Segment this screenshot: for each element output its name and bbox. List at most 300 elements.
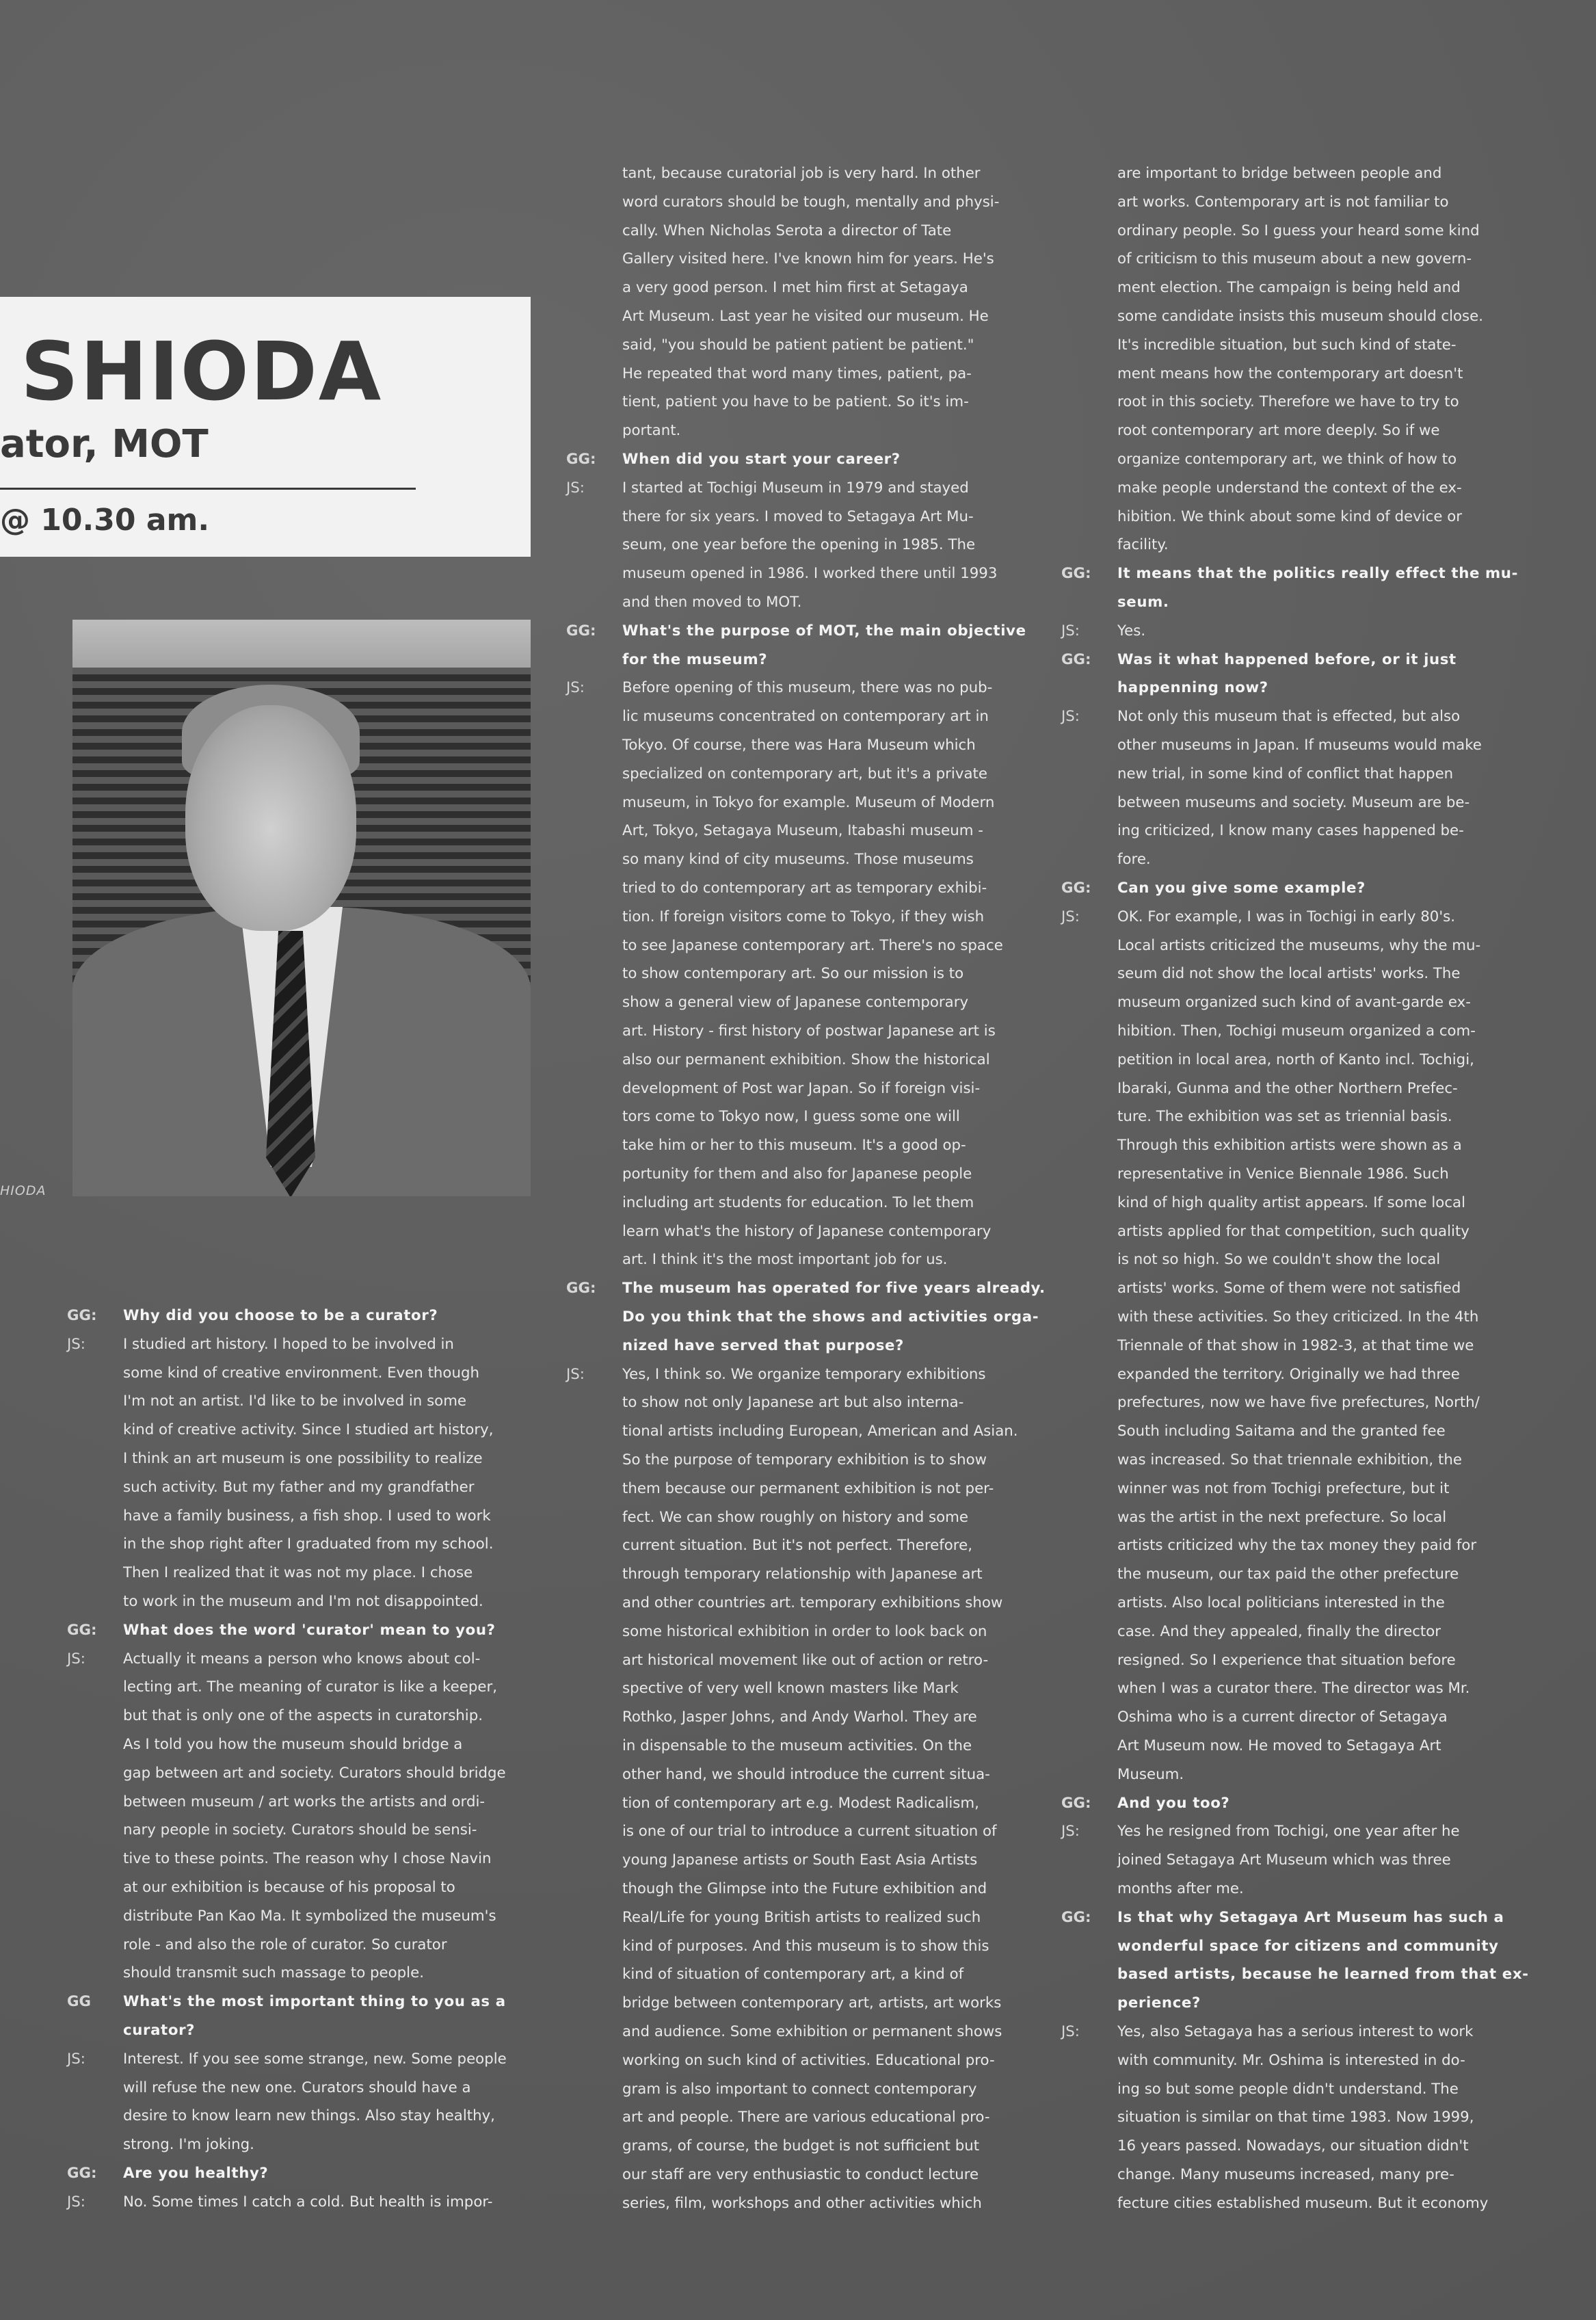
speaker-label: JS: [566, 479, 585, 497]
answer-line [1061, 1589, 1445, 1618]
answer-line [67, 2074, 471, 2102]
line-text: seum. [1117, 594, 1169, 611]
line-text: word curators should be tough, mentally and physi- [622, 193, 1000, 211]
question-line [566, 1332, 904, 1360]
question-line [1061, 1932, 1499, 1961]
line-text: joined Setagaya Art Museum which was three [1117, 1851, 1451, 1869]
line-text: when I was a curator there. The director was Mr. [1117, 1680, 1470, 1698]
answer-line [566, 1360, 986, 1389]
line-text: situation is similar on that time 1983. Now 1999, [1117, 2109, 1474, 2126]
answer-line [1061, 2161, 1454, 2189]
answer-line [1061, 1875, 1244, 1903]
answer-line [1061, 274, 1461, 302]
question-line [67, 1616, 496, 1645]
line-text: Art Museum now. He moved to Setagaya Art [1117, 1737, 1441, 1754]
line-text: spective of very well known masters like Mark [622, 1680, 959, 1698]
line-text: seum did not show the local artists' works. The [1117, 965, 1461, 983]
answer-line [566, 1589, 1002, 1618]
line-text: Gallery visited here. I've known him for years. He's [622, 250, 994, 268]
line-text: other museums in Japan. If museums would make [1117, 737, 1482, 754]
line-text: will refuse the new one. Curators should have a [123, 2079, 471, 2096]
answer-line [566, 245, 994, 274]
question-line [67, 2016, 195, 2045]
answer-line [1061, 2018, 1473, 2046]
line-text: ment means how the contemporary art doesn't [1117, 365, 1463, 382]
answer-line [67, 1587, 483, 1616]
answer-line [566, 1846, 977, 1875]
line-text: tive to these points. The reason why I chose Navin [123, 1850, 492, 1868]
answer-line [1061, 617, 1145, 646]
line-text: specialized on contemporary art, but it's a private [622, 765, 987, 782]
answer-line [566, 1789, 979, 1818]
speaker-label: JS: [1061, 1823, 1080, 1841]
answer-line [1061, 1360, 1460, 1389]
line-text: young Japanese artists or South East Asia Artists [622, 1851, 978, 1869]
answer-line [566, 1703, 977, 1732]
speaker-label: GG: [67, 2165, 97, 2182]
line-text: Are you healthy? [123, 2165, 269, 2182]
question-line [566, 1303, 1039, 1332]
answer-line [67, 1387, 466, 1416]
answer-line [566, 559, 997, 588]
line-text: between museum / art works the artists and ordi- [123, 1793, 486, 1810]
line-text: gap between art and society. Curators should bridge [123, 1764, 506, 1782]
line-text: Can you give some example? [1117, 880, 1366, 897]
line-text: curator? [123, 2022, 196, 2039]
answer-line [1061, 1131, 1462, 1160]
line-text: As I told you how the museum should bridge a [123, 1736, 463, 1753]
line-text: museum opened in 1986. I worked there until 1993 [622, 565, 998, 583]
answer-line [566, 702, 989, 731]
question-line [1061, 1903, 1504, 1932]
line-text: at our exhibition is because of his proposal to [123, 1879, 455, 1896]
answer-line [1061, 731, 1482, 760]
line-text: ture. The exhibition was set as triennial basis. [1117, 1108, 1452, 1126]
line-text: some historical exhibition in order to look back on [622, 1622, 987, 1640]
answer-line [67, 1931, 447, 1960]
line-text: in dispensable to the museum activities. On the [622, 1737, 972, 1754]
question-line [67, 2159, 268, 2188]
answer-line [1061, 2075, 1459, 2104]
question-line [1061, 588, 1169, 617]
line-text: When did you start your career? [622, 451, 901, 468]
speaker-label: GG: [1061, 880, 1091, 897]
line-text: lecting art. The meaning of curator is like a keeper, [123, 1678, 497, 1696]
line-text: nized have served that purpose? [622, 1336, 905, 1354]
answer-line [1061, 474, 1462, 503]
answer-line [67, 2131, 254, 2159]
answer-line [67, 1816, 477, 1845]
line-text: some candidate insists this museum should close. [1117, 308, 1484, 325]
answer-line [1061, 2132, 1469, 2161]
line-text: through temporary relationship with Japanese art [622, 1566, 983, 1583]
line-text: our staff are very enthusiastic to conduct lecture [622, 2166, 979, 2183]
line-text: What's the most important thing to you as a [123, 1993, 506, 2011]
line-text: Rothko, Jasper Johns, and Andy Warhol. They are [622, 1709, 977, 1726]
answer-line [566, 1618, 987, 1646]
answer-line [566, 531, 975, 559]
line-text: current situation. But it's not perfect. Therefore, [622, 1537, 972, 1555]
speaker-label: GG: [1061, 1908, 1091, 1926]
line-text: kind of high quality artist appears. If some local [1117, 1194, 1465, 1211]
answer-line [67, 2188, 492, 2217]
answer-line [67, 1788, 485, 1817]
line-text: was increased. So that triennale exhibition, the [1117, 1451, 1462, 1468]
answer-line [67, 1845, 492, 1873]
answer-line [67, 1873, 455, 1902]
line-text: Why did you choose to be a curator? [123, 1307, 438, 1324]
line-text: to show not only Japanese art but also interna- [622, 1394, 964, 1412]
line-text: show a general view of Japanese contemporary [622, 994, 969, 1012]
line-text: resigned. So I experience that situation before [1117, 1651, 1456, 1669]
question-line [566, 617, 1026, 646]
question-line [67, 1302, 438, 1330]
line-text: Museum. [1117, 1765, 1184, 1783]
line-text: Oshima who is a current director of Setagaya [1117, 1709, 1448, 1726]
question-line [1061, 1960, 1529, 1989]
answer-line [1061, 1217, 1469, 1246]
answer-line [67, 1959, 424, 1988]
line-text: with these activities. So they criticized. In the 4th [1117, 1308, 1479, 1326]
line-text: organize contemporary art, we think of how to [1117, 451, 1457, 468]
answer-line [1061, 817, 1464, 845]
answer-line [566, 1903, 981, 1932]
line-text: Not only this museum that is effected, but also [1117, 708, 1461, 726]
line-text: between museums and society. Museum are be- [1117, 793, 1470, 811]
speaker-label: JS: [67, 2193, 85, 2211]
line-text: a very good person. I met him first at Setagaya [622, 279, 968, 297]
answer-line [1061, 1303, 1478, 1332]
line-text: strong. I'm joking. [123, 2136, 254, 2154]
answer-line [1061, 760, 1453, 789]
answer-line [1061, 1646, 1456, 1675]
line-text: ing criticized, I know many cases happened be- [1117, 822, 1464, 840]
answer-line [566, 360, 972, 388]
question-line [566, 646, 767, 674]
line-text: there for six years. I moved to Setagaya Art Mu- [622, 508, 974, 525]
line-text: Art, Tokyo, Setagaya Museum, Itabashi museum - [622, 822, 983, 840]
line-text: art. History - first history of postwar Japanese art is [622, 1023, 996, 1040]
line-text: bridge between contemporary art, artists, art works [622, 1994, 1002, 2012]
answer-line [566, 159, 981, 188]
answer-line [1061, 1017, 1476, 1046]
answer-line [1061, 417, 1440, 445]
line-text: art. I think it's the most important job for us. [622, 1251, 948, 1269]
answer-line [67, 2045, 507, 2074]
answer-line [566, 817, 983, 845]
answer-line [566, 1817, 997, 1846]
line-text: hibition. Then, Tochigi museum organized a com- [1117, 1023, 1476, 1040]
line-text: ment election. The campaign is being held and [1117, 279, 1461, 297]
answer-line [1061, 388, 1459, 417]
line-text: ordinary people. So I guess your heard some kind [1117, 222, 1480, 239]
line-text: to see Japanese contemporary art. There's no space [622, 936, 1003, 954]
answer-line [566, 1160, 972, 1189]
line-text: fore. [1117, 851, 1151, 869]
line-text: The museum has operated for five years already. [622, 1280, 1046, 1297]
answer-line [566, 1475, 994, 1503]
question-line [566, 445, 901, 474]
answer-line [566, 1417, 1018, 1446]
answer-line [566, 217, 951, 246]
answer-line [1061, 932, 1480, 960]
line-text: to work in the museum and I'm not disappointed. [123, 1593, 483, 1610]
line-text: have a family business, a fish shop. I used to work [123, 1507, 491, 1525]
line-text: and audience. Some exhibition or permanent shows [622, 2023, 1002, 2040]
answer-line [1061, 1560, 1459, 1589]
answer-line [566, 388, 969, 417]
title-divider [0, 488, 416, 490]
answer-line [566, 1646, 988, 1675]
answer-line [566, 1131, 966, 1160]
answer-line [566, 1075, 980, 1103]
answer-line [1061, 1674, 1469, 1703]
answer-line [1061, 1160, 1449, 1189]
line-text: cally. When Nicholas Serota a director of Tate [622, 222, 952, 239]
answer-line [566, 2046, 995, 2075]
answer-line [566, 1989, 1001, 2018]
line-text: portant. [622, 422, 681, 440]
answer-line [67, 1502, 491, 1531]
answer-line [1061, 1075, 1458, 1103]
answer-line [1061, 1446, 1462, 1475]
answer-line [566, 1732, 972, 1761]
answer-line [67, 1445, 483, 1473]
answer-line [566, 988, 968, 1017]
answer-line [1061, 1531, 1476, 1560]
line-text: Tokyo. Of course, there was Hara Museum which [622, 737, 976, 754]
answer-line [566, 1960, 963, 1989]
line-text: but that is only one of the aspects in curatorship. [123, 1707, 483, 1725]
answer-line [566, 2103, 990, 2132]
speaker-label: JS: [67, 1335, 85, 1353]
answer-line [67, 2102, 495, 2131]
line-text: grams, of course, the budget is not sufficient but [622, 2137, 980, 2155]
answer-line [566, 1388, 963, 1417]
speaker-label: GG: [67, 1307, 97, 1324]
answer-line [67, 1759, 506, 1788]
line-text: months after me. [1117, 1880, 1244, 1897]
answer-line [566, 760, 987, 789]
answer-line [1061, 1846, 1451, 1875]
answer-line [1061, 217, 1480, 246]
line-text: series, film, workshops and other activities which [622, 2194, 982, 2212]
answer-line [1061, 1618, 1441, 1646]
line-text: such activity. But my father and my grandfather [123, 1478, 475, 1496]
line-text: petition in local area, north of Kanto incl. Tochigi, [1117, 1051, 1474, 1068]
line-text: Yes he resigned from Tochigi, one year after he [1117, 1823, 1460, 1841]
line-text: change. Many museums increased, many pre- [1117, 2166, 1454, 2183]
speaker-label: JS: [566, 679, 585, 697]
line-text: said, "you should be patient patient be patient." [622, 336, 974, 354]
answer-line [1061, 188, 1449, 217]
question-line [1061, 1989, 1201, 2018]
answer-line [1061, 503, 1462, 531]
answer-line [566, 1046, 990, 1075]
speaker-label: GG: [1061, 1794, 1091, 1812]
line-text: Interest. If you see some strange, new. Some people [123, 2050, 507, 2068]
answer-line [566, 1189, 974, 1217]
answer-line [67, 1473, 475, 1502]
answer-line [1061, 159, 1441, 188]
speaker-label: JS: [566, 1365, 585, 1383]
line-text: tion of contemporary art e.g. Modest Radicalism, [622, 1794, 979, 1812]
line-text: the museum, our tax paid the other prefecture [1117, 1566, 1459, 1583]
answer-line [1061, 789, 1469, 817]
line-text: is one of our trial to introduce a current situation of [622, 1823, 997, 1841]
speaker-label: GG [67, 1993, 91, 2011]
line-text: was the artist in the next prefecture. So local [1117, 1508, 1447, 1526]
answer-line [1061, 2189, 1488, 2218]
question-line [566, 1274, 1046, 1303]
answer-line [566, 932, 1003, 960]
interviewee-role: ator, MOT [0, 422, 209, 466]
question-line [1061, 559, 1518, 588]
line-text: new trial, in some kind of conflict that happen [1117, 765, 1454, 782]
line-text: artists' works. Some of them were not satisfied [1117, 1280, 1461, 1297]
line-text: Then I realized that it was not my place. I chose [123, 1564, 473, 1582]
line-text: for the museum? [622, 650, 768, 668]
line-text: them because our permanent exhibition is not per- [622, 1479, 994, 1497]
line-text: and then moved to MOT. [622, 594, 802, 611]
answer-line [566, 2132, 979, 2161]
line-text: Art Museum. Last year he visited our museum. He [622, 308, 989, 325]
line-text: Yes, I think so. We organize temporary exhibitions [622, 1365, 986, 1383]
answer-line [1061, 331, 1457, 360]
answer-line [1061, 445, 1457, 474]
line-text: I started at Tochigi Museum in 1979 and stayed [622, 479, 969, 497]
line-text: take him or her to this museum. It's a good op- [622, 1137, 966, 1155]
line-text: art and people. There are various educational pro- [622, 2109, 990, 2126]
answer-line [67, 1330, 454, 1359]
answer-line [1061, 702, 1460, 731]
line-text: role - and also the role of curator. So curator [123, 1936, 447, 1953]
line-text: other hand, we should introduce the current situa- [622, 1765, 990, 1783]
photo-caption: HIODA [0, 1183, 46, 1198]
answer-line [1061, 988, 1471, 1017]
line-text: hibition. We think about some kind of device or [1117, 508, 1463, 525]
line-text: facility. [1117, 536, 1169, 554]
line-text: South including Saitama and the granted fee [1117, 1423, 1446, 1440]
line-text: learn what's the history of Japanese contemporary [622, 1222, 992, 1240]
answer-line [1061, 1046, 1474, 1075]
line-text: of criticism to this museum about a new govern- [1117, 250, 1472, 268]
answer-line [1061, 1732, 1441, 1761]
line-text: kind of situation of contemporary art, a kind of [622, 1966, 964, 1983]
answer-line [566, 1103, 960, 1131]
line-text: Actually it means a person who knows about col- [123, 1650, 481, 1668]
line-text: museum, in Tokyo for example. Museum of Modern [622, 793, 995, 811]
answer-line [67, 1559, 473, 1587]
answer-line [566, 2075, 976, 2104]
question-line [1061, 874, 1366, 903]
line-text: some kind of creative environment. Even though [123, 1364, 479, 1382]
line-text: I think an art museum is one possibility to realize [123, 1450, 483, 1467]
answer-line [1061, 1274, 1461, 1303]
speaker-label: GG: [566, 451, 596, 468]
answer-line [1061, 302, 1483, 331]
line-text: winner was not from Tochigi prefecture, but it [1117, 1479, 1450, 1497]
answer-line [566, 302, 989, 331]
line-text: It means that the politics really effect the mu- [1117, 565, 1519, 583]
line-text: tried to do contemporary art as temporary exhibi- [622, 880, 987, 897]
line-text: including art students for education. To let them [622, 1194, 974, 1211]
line-text: tion. If foreign visitors come to Tokyo, if they wish [622, 908, 985, 925]
line-text: Do you think that the shows and activities orga- [622, 1308, 1039, 1326]
answer-line [566, 417, 680, 445]
line-text: kind of purposes. And this museum is to show this [622, 1937, 989, 1955]
line-text: I'm not an artist. I'd like to be involved in some [123, 1393, 467, 1410]
line-text: What does the word 'curator' mean to you? [123, 1621, 496, 1639]
answer-line [566, 1017, 996, 1046]
line-text: Triennale of that show in 1982-3, at that time we [1117, 1336, 1474, 1354]
line-text: tional artists including European, American and Asian. [622, 1423, 1018, 1440]
line-text: to show contemporary art. So our mission is to [622, 965, 964, 983]
speaker-label: GG: [1061, 650, 1091, 668]
line-text: wonderful space for citizens and community [1117, 1937, 1499, 1955]
line-text: fecture cities established museum. But it economy [1117, 2194, 1489, 2212]
line-text: So the purpose of temporary exhibition is to show [622, 1451, 987, 1468]
line-text: gram is also important to connect contemporary [622, 2080, 977, 2098]
answer-line [1061, 1245, 1440, 1274]
answer-line [566, 845, 974, 874]
answer-line [566, 588, 801, 617]
answer-line [67, 1530, 493, 1559]
line-text: Before opening of this museum, there was no pub- [622, 679, 993, 697]
line-text: artists applied for that competition, such quality [1117, 1222, 1469, 1240]
answer-line [566, 331, 974, 360]
line-text: development of Post war Japan. So if foreign visi- [622, 1079, 981, 1097]
answer-line [566, 1503, 968, 1532]
interview-time: @ 10.30 am. [0, 503, 210, 538]
answer-line [67, 1702, 483, 1730]
question-line [67, 1988, 506, 2016]
answer-line [1061, 2046, 1465, 2075]
answer-line [566, 2018, 1002, 2046]
answer-line [566, 474, 969, 503]
line-text: art historical movement like out of action or retro- [622, 1651, 989, 1669]
speaker-label: JS: [67, 2050, 85, 2068]
answer-line [1061, 903, 1455, 932]
speaker-label: JS: [1061, 622, 1080, 640]
line-text: prefectures, now we have five prefectures, North/ [1117, 1394, 1480, 1412]
answer-line [566, 960, 963, 988]
line-text: make people understand the context of the ex- [1117, 479, 1462, 497]
answer-line [67, 1359, 479, 1388]
line-text: root contemporary art more deeply. So if we [1117, 422, 1440, 440]
answer-line [566, 1531, 972, 1560]
answer-line [566, 1674, 959, 1703]
answer-line [566, 674, 992, 702]
answer-line [566, 1446, 987, 1475]
line-text: seum, one year before the opening in 1985. The [622, 536, 976, 554]
answer-line [1061, 245, 1472, 274]
speaker-label: JS: [1061, 908, 1080, 925]
answer-line [566, 789, 994, 817]
speaker-label: GG: [1061, 565, 1091, 583]
line-text: What's the purpose of MOT, the main objective [622, 622, 1026, 640]
line-text: ing so but some people didn't understand. The [1117, 2080, 1459, 2098]
answer-line [1061, 531, 1169, 559]
answer-line [1061, 360, 1463, 388]
line-text: Local artists criticized the museums, why the mu- [1117, 936, 1481, 954]
line-text: And you too? [1117, 1794, 1230, 1812]
line-text: representative in Venice Biennale 1986. Such [1117, 1165, 1449, 1183]
answer-line [1061, 1189, 1465, 1217]
line-text: should transmit such massage to people. [123, 1964, 424, 1982]
answer-line [566, 903, 984, 932]
line-text: lic museums concentrated on contemporary art in [622, 708, 989, 726]
